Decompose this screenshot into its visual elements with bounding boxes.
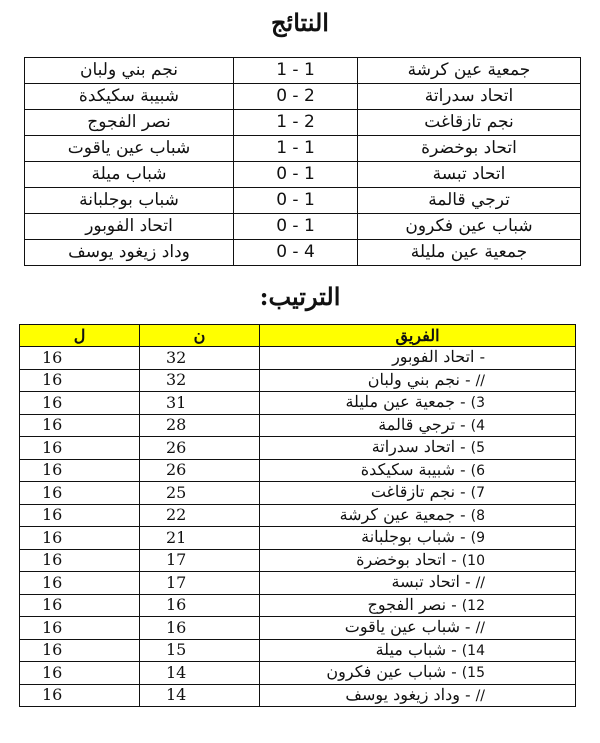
standings-team-name: - جمعية عين كرشة [339,504,466,524]
standings-team [260,437,576,460]
standings-row [20,572,576,595]
standings-team [260,459,576,482]
standings-team-name: - شبيبة سكيكدة [360,459,466,479]
standings-title: الترتيب: [259,282,341,311]
header-played: ل [20,325,140,347]
standings-row [20,684,576,707]
standings-rank: 15) [461,665,485,682]
standings-row [20,482,576,505]
away-team: اتحاد الفوبور [25,214,234,240]
standings-rank: // [475,575,485,592]
standings-row [20,414,576,437]
result-row [25,136,581,162]
standings-points: 14 [140,662,260,685]
standings-rank: 3) [470,395,485,412]
standings-played: 16 [20,572,140,595]
standings-row [20,639,576,662]
standings-team-name: - نجم بني ولبان [367,369,471,389]
standings-points: 16 [140,594,260,617]
standings-points: 17 [140,572,260,595]
home-team: نجم تازقاغت [358,110,581,136]
header-team: الفريق [260,325,576,347]
standings-points: 17 [140,549,260,572]
standings-team [260,549,576,572]
standings-rank: 9) [470,530,485,547]
header-points: ن [140,325,260,347]
standings-played: 16 [20,369,140,392]
standings-row [20,527,576,550]
standings-played: 16 [20,617,140,640]
away-team: شباب ميلة [25,162,234,188]
standings-team-name: - ترجي قالمة [378,414,466,434]
standings-team [260,347,576,370]
result-row [25,84,581,110]
standings-team-name: - نجم تازقاغت [370,482,466,502]
standings-points: 32 [140,347,260,370]
result-row [25,58,581,84]
standings-rank: 5) [470,440,485,457]
standings-team [260,369,576,392]
standings-team-name: - اتحاد تبسة [391,572,471,592]
standings-rank: 14) [461,642,485,659]
standings-row [20,617,576,640]
standings-row [20,369,576,392]
home-team: جمعية عين مليلة [358,240,581,266]
standings-header-row [20,325,576,347]
standings-rank: // [475,687,485,704]
standings-points: 26 [140,459,260,482]
standings-points: 32 [140,369,260,392]
standings-points: 15 [140,639,260,662]
standings-team-name: - اتحاد سدراتة [371,437,466,457]
standings-played: 16 [20,437,140,460]
standings-rank: 4) [470,417,485,434]
result-row [25,162,581,188]
standings-played: 16 [20,639,140,662]
match-score: 1 - 1 [234,136,358,162]
standings-row [20,504,576,527]
standings-team [260,594,576,617]
standings-row [20,459,576,482]
standings-row [20,549,576,572]
standings-points: 21 [140,527,260,550]
results-table [24,57,581,266]
match-score: 1 - 0 [234,188,358,214]
standings-team-name: - اتحاد الفوبور [392,347,485,367]
standings-rank: 8) [470,507,485,524]
home-team: اتحاد تبسة [358,162,581,188]
standings-row [20,594,576,617]
home-team: جمعية عين كرشة [358,58,581,84]
standings-played: 16 [20,482,140,505]
standings-points: 22 [140,504,260,527]
standings-team-name: - شباب عين ياقوت [344,617,471,637]
standings-team [260,662,576,685]
home-team: اتحاد بوخضرة [358,136,581,162]
standings-played: 16 [20,527,140,550]
standings-table [19,324,576,707]
standings-team [260,527,576,550]
standings-team-name: - شباب عين فكرون [326,662,457,682]
standings-points: 28 [140,414,260,437]
away-team: شبيبة سكيكدة [25,84,234,110]
standings-played: 16 [20,662,140,685]
standings-team-name: - شباب بوجلبانة [361,527,466,547]
away-team: نجم بني ولبان [25,58,234,84]
standings-played: 16 [20,459,140,482]
standings-team [260,392,576,415]
away-team: نصر الفجوج [25,110,234,136]
standings-rank: 6) [470,462,485,479]
standings-body [20,347,576,707]
away-team: وداد زيغود يوسف [25,240,234,266]
home-team: اتحاد سدراتة [358,84,581,110]
standings-team-name: - وداد زيغود يوسف [345,684,471,704]
standings-team [260,617,576,640]
standings-rank: 12) [461,597,485,614]
home-team: شباب عين فكرون [358,214,581,240]
standings-row [20,662,576,685]
standings-team-name: - جمعية عين مليلة [345,392,466,412]
standings-team-name: - اتحاد بوخضرة [356,549,457,569]
result-row [25,110,581,136]
standings-rank: 7) [470,485,485,502]
standings-team [260,684,576,707]
match-score: 1 - 1 [234,58,358,84]
match-score: 2 - 0 [234,84,358,110]
standings-played: 16 [20,392,140,415]
standings-points: 14 [140,684,260,707]
result-row [25,188,581,214]
standings-team-name: - شباب ميلة [375,639,457,659]
standings-team-name: - نصر الفجوج [367,594,457,614]
standings-played: 16 [20,504,140,527]
standings-team [260,482,576,505]
away-team: شباب عين ياقوت [25,136,234,162]
standings-rank: // [475,372,485,389]
results-title: النتائج [271,8,329,37]
standings-points: 31 [140,392,260,415]
standings-points: 16 [140,617,260,640]
standings-played: 16 [20,549,140,572]
standings-team [260,414,576,437]
standings-played: 16 [20,684,140,707]
standings-played: 16 [20,347,140,370]
standings-played: 16 [20,594,140,617]
standings-team [260,504,576,527]
standings-rank: // [475,620,485,637]
home-team: ترجي قالمة [358,188,581,214]
results-body [25,58,581,266]
standings-points: 25 [140,482,260,505]
result-row [25,240,581,266]
standings-points: 26 [140,437,260,460]
match-score: 4 - 0 [234,240,358,266]
standings-row [20,437,576,460]
standings-played: 16 [20,414,140,437]
match-score: 2 - 1 [234,110,358,136]
standings-row [20,392,576,415]
match-score: 1 - 0 [234,162,358,188]
standings-row [20,347,576,370]
match-score: 1 - 0 [234,214,358,240]
standings-rank: 10) [461,552,485,569]
standings-team [260,572,576,595]
standings-team [260,639,576,662]
away-team: شباب بوجلبانة [25,188,234,214]
result-row [25,214,581,240]
